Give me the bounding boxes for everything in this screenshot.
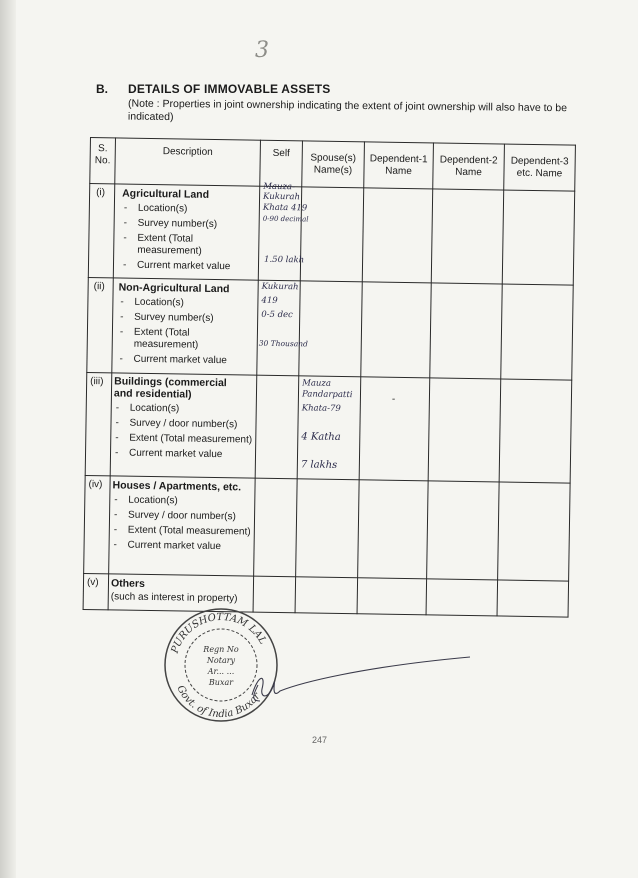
svg-text:Regn No: Regn No	[203, 645, 239, 654]
row-number: (ii)	[93, 281, 105, 293]
row-item: - Location(s)	[122, 203, 256, 217]
svg-text:Notary: Notary	[206, 656, 236, 665]
row-item: - Current market value	[117, 353, 253, 367]
handwritten-entry: 7 lakhs	[300, 459, 338, 471]
section-note: (Note : Properties in joint ownership indicating the extent of joint ownership will also have to be indicated)	[127, 97, 568, 124]
header-sno: S. No.	[94, 143, 111, 167]
row-number: (iii)	[90, 376, 104, 388]
dependent-1-dash: -	[391, 393, 396, 405]
row-item: - Survey / door number(s)	[112, 509, 252, 523]
row-category: Houses / Apartments, etc.	[112, 479, 242, 494]
handwritten-entry: Pandarpatti	[301, 389, 353, 401]
row-subtitle: (such as interest in property)	[110, 591, 238, 605]
handwritten-entry: 4 Katha	[301, 431, 341, 443]
header-spouse: Spouse(s) Name(s)	[310, 152, 357, 177]
header-dependent-3: Dependent-3 etc. Name	[510, 155, 569, 180]
row-item: - Location(s)	[112, 494, 252, 508]
row-description	[111, 479, 252, 553]
header-self: Self	[272, 147, 290, 160]
row-category: Buildings (commercial and residential)	[113, 375, 227, 401]
section-title: DETAILS OF IMMOVABLE ASSETS	[128, 82, 331, 96]
handwritten-page-number: 3	[255, 38, 269, 63]
handwritten-entry: 419	[261, 295, 278, 306]
row-category: Others	[110, 577, 145, 590]
handwritten-entry: Mauza-	[263, 181, 295, 193]
svg-text:PURUSHOTTAM LAL: PURUSHOTTAM LAL	[169, 611, 269, 655]
row-item: - Current market value	[111, 539, 251, 553]
row-item: - Survey / door number(s)	[113, 417, 253, 431]
page-edge-shadow	[0, 0, 16, 878]
row-description	[117, 281, 254, 367]
footer-page-number: 247	[312, 735, 328, 745]
svg-text:Ar... ...: Ar... ...	[207, 667, 235, 676]
row-number: (iv)	[88, 479, 103, 491]
handwritten-entry: Mauza	[302, 378, 332, 389]
handwritten-entry: 0-5 dec	[261, 309, 293, 321]
row-number: (v)	[86, 577, 99, 589]
row-category: Non-Agricultural Land	[118, 281, 230, 296]
assets-table	[83, 137, 576, 618]
row-item: - Extent (Total measurement)	[118, 326, 254, 352]
row-category: Agricultural Land	[122, 187, 210, 201]
row-description	[121, 188, 256, 274]
row-description	[113, 375, 254, 461]
svg-text:Buxar: Buxar	[208, 678, 234, 687]
handwritten-entry: Kukurah	[263, 191, 301, 203]
row-item: - Current market value	[121, 260, 255, 274]
header-description: Description	[162, 146, 213, 158]
svg-text:Govt. of India Buxar: Govt. of India Buxar	[174, 683, 263, 721]
handwritten-entry: 0-90 decimal	[262, 214, 309, 224]
row-item: - Location(s)	[118, 296, 254, 310]
row-item: - Extent (Total measurement)	[113, 432, 253, 446]
header-dependent-2: Dependent-2 Name	[439, 154, 498, 179]
header-dependent-1: Dependent-1 Name	[369, 153, 428, 178]
section-letter: B.	[96, 82, 108, 96]
row-item: - Location(s)	[114, 402, 254, 416]
handwritten-entry: Khata 419	[262, 202, 308, 214]
handwritten-entry: 30 Thousand	[258, 338, 308, 349]
signature	[240, 655, 480, 715]
row-item: - Extent (Total measurement)	[112, 524, 252, 538]
row-item: - Extent (Total measurement)	[121, 233, 255, 259]
row-item: - Survey number(s)	[118, 311, 254, 325]
row-number: (i)	[96, 187, 106, 199]
handwritten-entry: Khata-79	[301, 403, 341, 414]
handwritten-entry: 1.50 lakh	[264, 254, 305, 266]
handwritten-entry: Kukurah	[261, 281, 299, 293]
row-description	[111, 577, 251, 605]
row-item: - Current market value	[113, 447, 253, 461]
row-item: - Survey number(s)	[122, 218, 256, 232]
